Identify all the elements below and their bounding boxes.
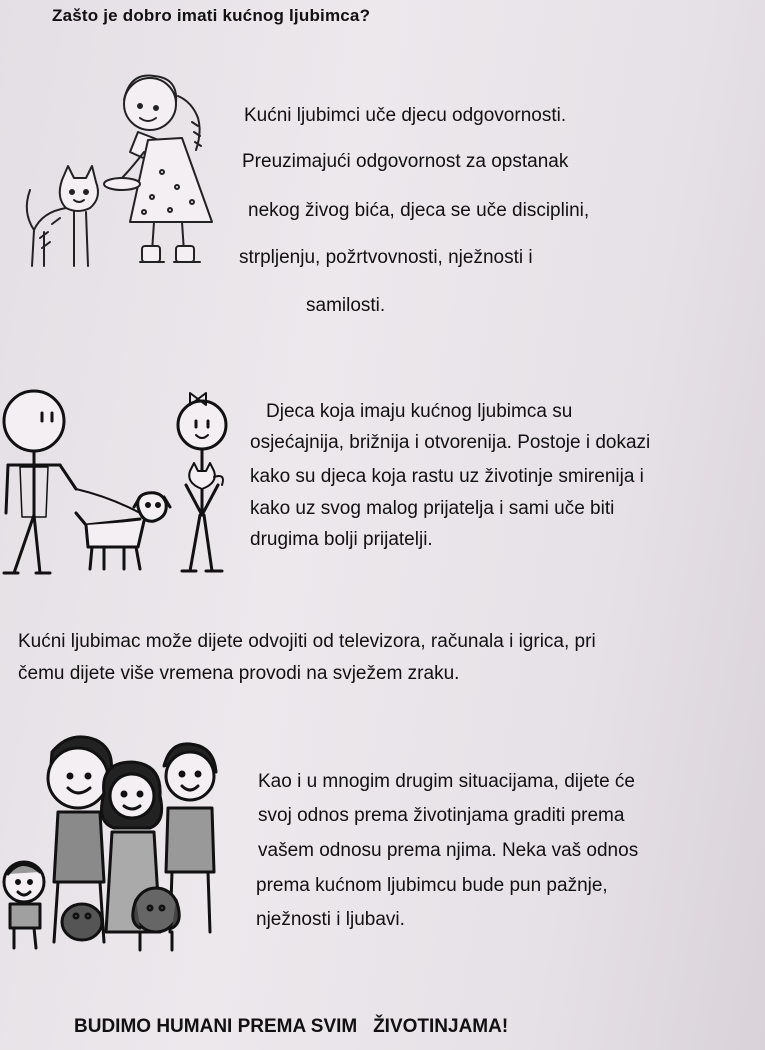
text-line: svoj odnos prema životinjama graditi prema: [258, 805, 625, 826]
text-line: prema kućnom ljubimcu bude pun pažnje,: [256, 875, 608, 896]
text-line: Kao i u mnogim drugim situacijama, dijete će: [258, 771, 636, 792]
text-line: samilosti.: [306, 295, 386, 316]
text-line: kako uz svog malog prijatelja i sami uče biti: [250, 498, 615, 519]
text-line: nekog živog bića, djeca se uče disciplini,: [248, 200, 590, 221]
text-line: Djeca koja imaju kućnog ljubimca su: [266, 401, 573, 422]
page-title: Zašto je dobro imati kućnog ljubimca?: [52, 6, 371, 25]
text-line: Preuzimajući odgovornost za opstanak: [242, 151, 569, 172]
text-line: osjećajnija, brižnija i otvorenija. Postoje i dokazi: [250, 432, 651, 453]
text-line: kako su djeca koja rastu uz životinje smirenija i: [250, 466, 644, 487]
girl-feeding-cat-icon: [12, 62, 227, 277]
text-line: nježnosti i ljubavi.: [256, 909, 405, 930]
text-line: Kućni ljubimci uče djecu odgovornosti.: [244, 105, 567, 126]
text-line: čemu dijete više vremena provodi na svježem zraku.: [18, 663, 460, 684]
text-line: strpljenju, požrtvovnosti, nježnosti i: [239, 247, 533, 268]
text-line: drugima bolji prijatelji.: [250, 529, 433, 550]
stick-kids-with-pets-icon: [0, 385, 240, 580]
text-line: vašem odnosu prema njima. Neka vaš odnos: [258, 840, 639, 861]
text-line: Kućni ljubimac može dijete odvojiti od televizora, računala i igrica, pri: [18, 631, 596, 652]
family-with-dogs-icon: [0, 732, 235, 957]
footer-slogan: BUDIMO HUMANI PREMA SVIM ŽIVOTINJAMA!: [74, 1016, 509, 1037]
